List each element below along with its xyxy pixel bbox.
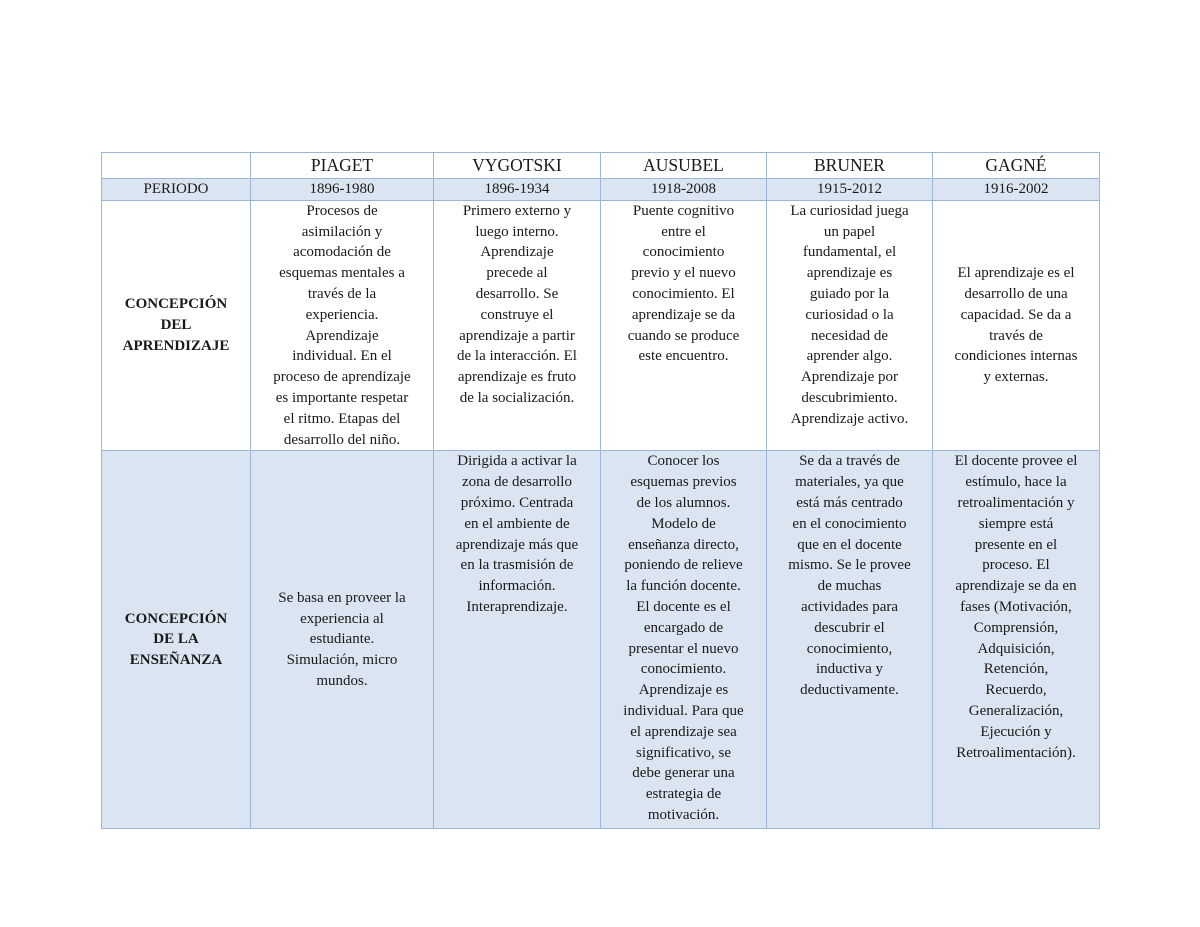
period-label: PERIODO <box>102 179 251 201</box>
ensenanza-gagne: El docente provee el estímulo, hace la retroalimentación y siempre está presente en el proceso. El aprendizaje se da en fases (Motivación, Comprensión, Adquisición, Retención, Recuerdo, Generalización, Ejecución y Retroalimentación). <box>933 451 1100 829</box>
ensenanza-vygotski: Dirigida a activar la zona de desarrollo próximo. Centrada en el ambiente de aprendizaje más que en la trasmisión de información. Interaprendizaje. <box>434 451 601 829</box>
ensenanza-ausubel: Conocer los esquemas previos de los alumnos. Modelo de enseñanza directo, poniendo de relieve la función docente. El docente es el encargado de presentar el nuevo conocimiento. Aprendizaje es individual. Para que el aprendizaje sea significativo, se debe generar una estrategia de motivación. <box>601 451 767 829</box>
period-bruner: 1915-2012 <box>767 179 933 201</box>
aprendizaje-bruner: La curiosidad juega un papel fundamental, el aprendizaje es guiado por la curiosidad o la necesidad de aprender algo. Aprendizaje por descubrimiento. Aprendizaje activo. <box>767 200 933 451</box>
aprendizaje-piaget: Procesos de asimilación y acomodación de esquemas mentales a través de la experiencia. Aprendizaje individual. En el proceso de aprendizaje es importante respetar el ritmo. Etapas del desarrollo del niño. <box>251 200 434 451</box>
aprendizaje-vygotski: Primero externo y luego interno. Aprendizaje precede al desarrollo. Se construye el aprendizaje a partir de la interacción. El aprendizaje es fruto de la socialización. <box>434 200 601 451</box>
ensenanza-row <box>102 451 1100 829</box>
header-bruner: BRUNER <box>767 153 933 179</box>
period-ausubel: 1918-2008 <box>601 179 767 201</box>
aprendizaje-row <box>102 200 1100 451</box>
period-vygotski: 1896-1934 <box>434 179 601 201</box>
header-row <box>102 153 1100 179</box>
aprendizaje-gagne: El aprendizaje es el desarrollo de una capacidad. Se da a través de condiciones internas y externas. <box>933 200 1100 451</box>
header-ausubel: AUSUBEL <box>601 153 767 179</box>
header-piaget: PIAGET <box>251 153 434 179</box>
period-piaget: 1896-1980 <box>251 179 434 201</box>
header-corner-cell <box>102 153 251 179</box>
aprendizaje-ausubel: Puente cognitivo entre el conocimiento previo y el nuevo conocimiento. El aprendizaje se da cuando se produce este encuentro. <box>601 200 767 451</box>
header-vygotski: VYGOTSKI <box>434 153 601 179</box>
period-gagne: 1916-2002 <box>933 179 1100 201</box>
period-row <box>102 179 1100 201</box>
ensenanza-bruner: Se da a través de materiales, ya que está más centrado en el conocimiento que en el docente mismo. Se le provee de muchas actividades para descubrir el conocimiento, inductiva y deductivamente. <box>767 451 933 829</box>
aprendizaje-label: CONCEPCIÓN DEL APRENDIZAJE <box>102 200 251 451</box>
header-gagne: GAGNÉ <box>933 153 1100 179</box>
comparison-table <box>101 152 1100 829</box>
ensenanza-piaget: Se basa en proveer la experiencia al estudiante. Simulación, micro mundos. <box>251 451 434 829</box>
ensenanza-label: CONCEPCIÓN DE LA ENSEÑANZA <box>102 451 251 829</box>
